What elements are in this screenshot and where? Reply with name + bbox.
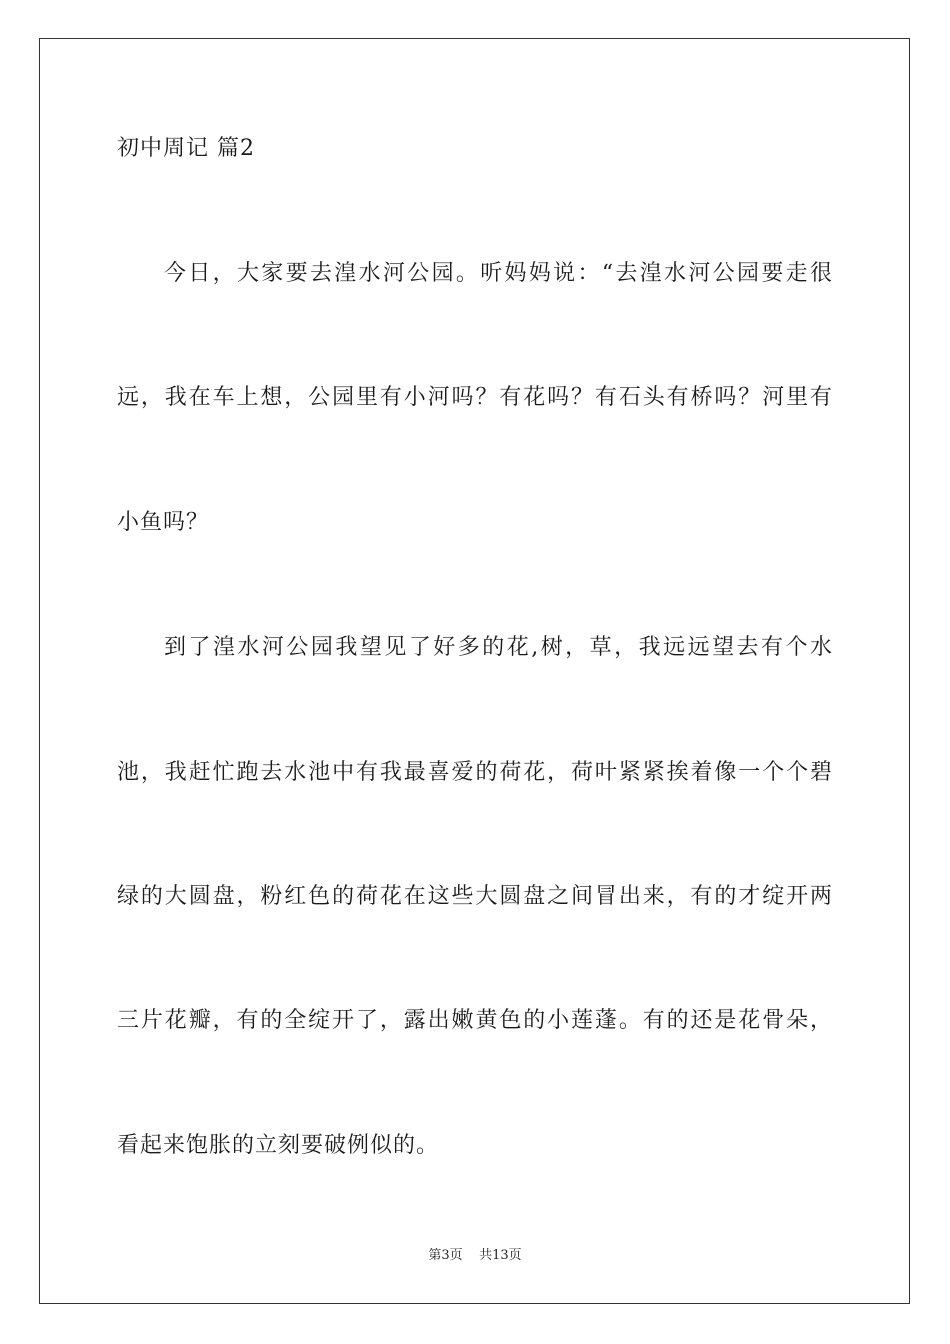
paragraph-2-line-3: 绿的大圆盘，粉红色的荷花在这些大圆盘之间冒出来，有的才绽开两 bbox=[117, 884, 833, 909]
page-footer bbox=[0, 1247, 950, 1265]
paragraph-2-line-2: 池，我赶忙跑去水池中有我最喜爱的荷花，荷叶紧紧挨着像一个个碧 bbox=[117, 760, 833, 785]
page-total: 共13页 bbox=[479, 1248, 522, 1263]
paragraph-2-line-4: 三片花瓣，有的全绽开了，露出嫩黄色的小莲蓬。有的还是花骨朵， bbox=[117, 1008, 833, 1033]
footer-gap bbox=[463, 1248, 480, 1263]
article-heading: 初中周记 篇2 bbox=[117, 136, 255, 161]
paragraph-1-line-3: 小鱼吗？ bbox=[117, 510, 210, 535]
paragraph-2-line-1: 到了湟水河公园我望见了好多的花,树，草，我远远望去有个水 bbox=[164, 635, 833, 660]
paragraph-1-line-1: 今日，大家要去湟水河公园。听妈妈说：“去湟水河公园要走很 bbox=[164, 261, 833, 286]
paragraph-2-line-5: 看起来饱胀的立刻要破例似的。 bbox=[117, 1133, 440, 1158]
page-number: 第3页 bbox=[428, 1248, 463, 1263]
page-border bbox=[39, 38, 910, 1304]
paragraph-1-line-2: 远，我在车上想，公园里有小河吗？有花吗？有石头有桥吗？河里有 bbox=[117, 385, 833, 410]
